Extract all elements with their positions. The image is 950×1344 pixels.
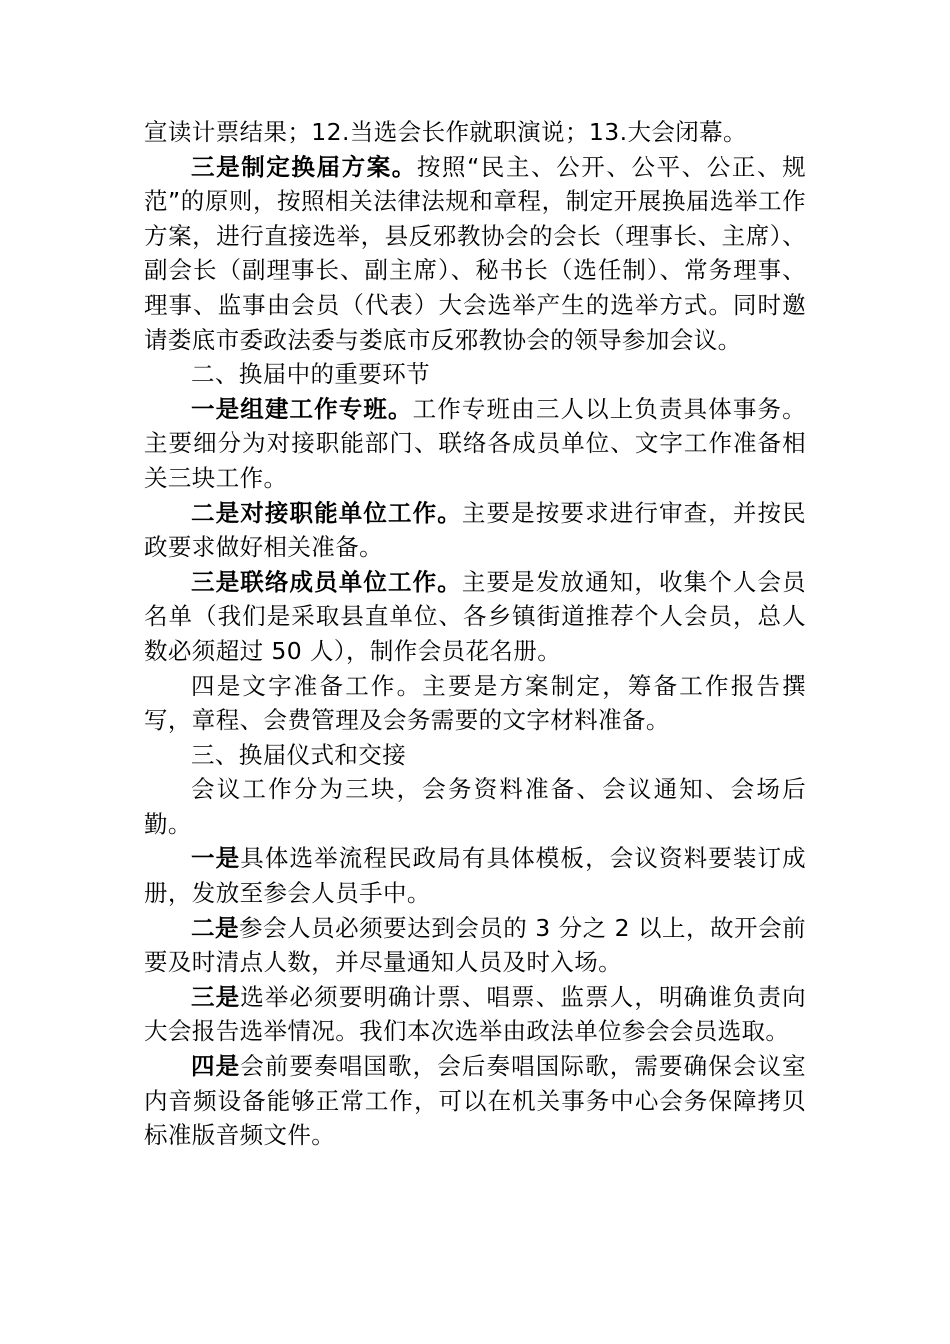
paragraph-7: [144, 669, 806, 738]
paragraph-text: 宣读计票结果；12.当选会长作就职演说；13.大会闭幕。: [144, 118, 747, 146]
paragraph-text: 按照“民主、公开、公平、公正、规范”的原则，按照相关法律法规和章程，制定开展换届选举工作方案，进行直接选举，县反邪教协会的会长（理事长、主席）、副会长（副理事长、副主席）、秘书长（选任制）、常务理事、理事、监事由会员（代表）大会选举产生的选举方式。同时邀请娄底市委政法委与娄底市反邪教协会的领导参加会议。: [144, 152, 806, 354]
paragraph-lead: 二是: [191, 913, 240, 942]
paragraph-text: 四是文字准备工作。主要是方案制定，筹备工作报告撰写，章程、会费管理及会务需要的文字材料准备。: [144, 671, 806, 735]
section-heading-text: 三、换届仪式和交接: [191, 740, 407, 769]
paragraph-text: 工作专班由三人以上负责具体事务。主要细分为对接职能部门、联络各成员单位、文字工作准备相关三块工作。: [144, 394, 806, 492]
paragraph-10: [144, 841, 806, 910]
document-body: [144, 115, 806, 1153]
paragraph-lead: 二是对接职能单位工作。: [191, 498, 462, 527]
paragraph-1: [144, 115, 806, 150]
paragraph-lead: 一是组建工作专班。: [191, 394, 413, 423]
paragraph-4: [144, 392, 806, 496]
paragraph-text: 会议工作分为三块，会务资料准备、会议通知、会场后勤。: [144, 775, 806, 838]
section-heading-2: [144, 357, 806, 392]
paragraph-text: 参会人员必须要达到会员的 3 分之 2 以上，故开会前要及时清点人数，并尽量通知人员及时入场。: [144, 913, 806, 977]
paragraph-2: [144, 150, 806, 358]
paragraph-11: [144, 911, 806, 980]
paragraph-text: 会前要奏唱国歌，会后奏唱国际歌，需要确保会议室内音频设备能够正常工作，可以在机关事务中心会务保障拷贝标准版音频文件。: [144, 1052, 806, 1150]
paragraph-5: [144, 496, 806, 565]
paragraph-6: [144, 565, 806, 669]
paragraph-9: [144, 772, 806, 841]
paragraph-lead: 四是: [191, 1052, 241, 1081]
paragraph-text: 选举必须要明确计票、唱票、监票人，明确谁负责向大会报告选举情况。我们本次选举由政法单位参会会员选取。: [144, 982, 806, 1046]
section-heading-text: 二、换届中的重要环节: [191, 360, 430, 389]
section-heading-3: [144, 738, 806, 773]
paragraph-12: [144, 980, 806, 1049]
paragraph-text: 具体选举流程民政局有具体模板，会议资料要装订成册，发放至参会人员手中。: [144, 844, 806, 908]
paragraph-13: [144, 1049, 806, 1153]
paragraph-lead: 三是制定换届方案。: [191, 152, 417, 181]
paragraph-lead: 三是联络成员单位工作。: [191, 567, 462, 596]
paragraph-text: 主要是发放通知，收集个人会员名单（我们是采取县直单位、各乡镇街道推荐个人会员，总人数必须超过 50 人），制作会员花名册。: [144, 567, 806, 665]
paragraph-lead: 三是: [191, 982, 241, 1011]
paragraph-text: 主要是按要求进行审查，并按民政要求做好相关准备。: [144, 498, 806, 562]
paragraph-lead: 一是: [191, 844, 241, 873]
